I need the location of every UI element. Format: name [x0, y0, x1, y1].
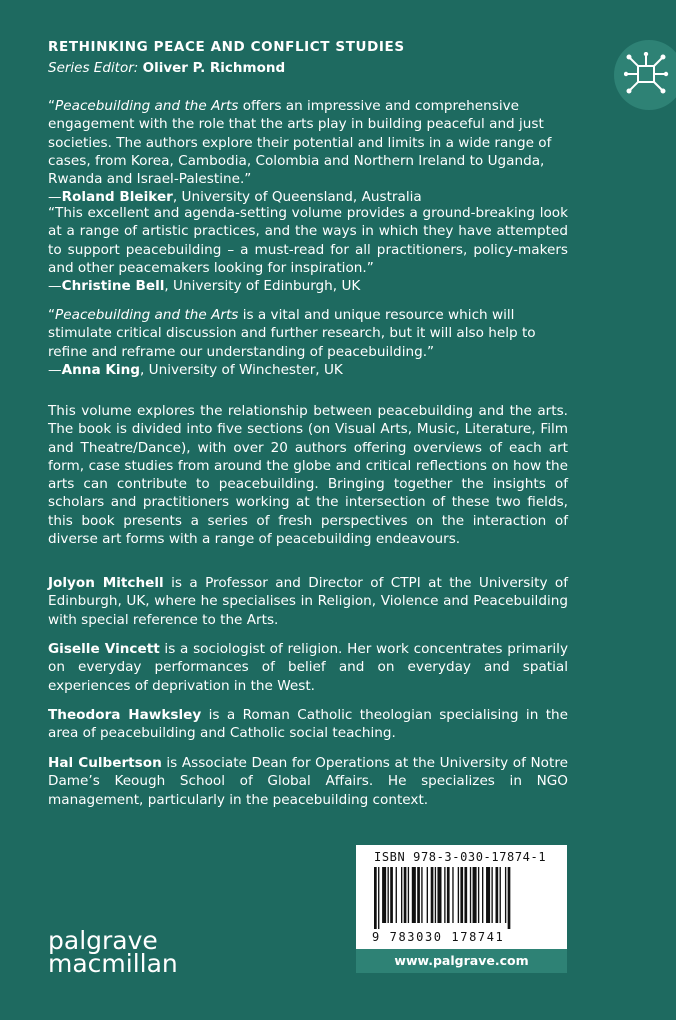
publisher-logo-line1: palgrave — [48, 926, 158, 955]
barcode-bar — [447, 867, 450, 923]
series-editor — [48, 60, 285, 76]
barcode-bar — [388, 867, 389, 923]
endorsement — [48, 204, 568, 295]
barcode-bar — [404, 867, 407, 923]
barcode-bar — [496, 867, 499, 923]
endorser-affiliation: , University of Winchester, UK — [139, 361, 343, 378]
author-bio-text: is a Professor and Director of CTPI at the University of Edinburgh, UK, where he specialises in Religion, Violence and Peacebuilding with special reference to the Arts. — [48, 575, 568, 628]
barcode-bar — [482, 867, 483, 923]
book-title-italic: Peacebuilding and the Arts — [55, 307, 239, 323]
barcode-bar — [408, 867, 409, 923]
barcode-bar — [412, 867, 416, 923]
barcode-bar — [473, 867, 477, 923]
barcode-bar — [508, 867, 511, 929]
endorser-name: Christine Bell — [61, 278, 165, 295]
barcode-bar — [431, 867, 434, 923]
barcode-bar — [421, 867, 422, 923]
barcode-bar — [427, 867, 428, 923]
barcode-bar — [470, 867, 471, 923]
barcode-panel — [356, 845, 567, 949]
quote-text: This excellent and agenda-setting volume provides a ground-breaking look at a range of artistic practices, and the ways in which they have attempted to support peacebuilding – a must-read for all practitioners, policy-makers and other peacemakers looking for inspiration.” — [48, 205, 568, 276]
author-bio-text: is a Roman Catholic theologian specialising in the area of peacebuilding and Catholic social teaching. — [48, 707, 568, 742]
endorser-affiliation: , University of Queensland, Australia — [172, 189, 422, 206]
author-name: Jolyon Mitchell — [48, 575, 164, 591]
endorsement-quote: “Peacebuilding and the Arts offers an impressive and comprehensive engagement with the role that the arts play in building peaceful and just societies. The authors explore their potential and limits in a wide range of cases, from Korea, Cambodia, Colombia and Northern Ireland to Uganda, Rwanda and Israel-Palestine.” — [48, 98, 552, 188]
endorser-name: Roland Bleiker — [61, 189, 173, 206]
author-bio-text: is Associate Dean for Operations at the University of Notre Dame’s Keough School of Global Affairs. He specializes in NGO management, particularly in the peacebuilding context. — [48, 755, 568, 808]
author-name: Theodora Hawksley — [48, 707, 202, 723]
isbn-label: ISBN 978-3-030-17874-1 — [374, 850, 547, 864]
barcode-bar — [505, 867, 506, 923]
barcode-bar — [437, 867, 441, 923]
publisher-url: www.palgrave.com — [356, 949, 567, 973]
endorsement-credit: —Anna King, University of Winchester, UK — [48, 361, 343, 378]
quote-text: is a vital and unique resource which will stimulate critical discussion and further research, but it will also help to refine and reframe our understanding of peacebuilding.” — [48, 307, 536, 360]
barcode-bar — [464, 867, 467, 923]
barcode-bar — [382, 867, 386, 923]
barcode-bar — [452, 867, 453, 923]
barcode-bar — [435, 867, 436, 923]
barcode-bar — [500, 867, 501, 923]
barcode-bar — [491, 867, 492, 923]
endorsement — [48, 306, 568, 379]
endorser-name: Anna King — [61, 361, 140, 378]
endorsement — [48, 97, 568, 207]
author-bio — [48, 706, 568, 743]
author-name: Hal Culbertson — [48, 755, 162, 771]
barcode-bar — [417, 867, 420, 923]
series-editor-label: Series Editor: — [48, 60, 139, 76]
book-description: This volume explores the relationship between peacebuilding and the arts. The book is divided into five sections (on Visual Arts, Music, Literature, Film and Theatre/Dance), with over 20 authors offering overviews of each art form, case studies from around the globe and critical reflections on how the arts can contribute to peacebuilding. Bringing together the insights of scholars and practitioners working at the intersection of these two fields, this book presents a series of fresh perspectives on the interaction of diverse art forms with a range of peacebuilding endeavours. — [48, 403, 568, 548]
barcode-bar — [378, 867, 379, 929]
barcode-bar — [458, 867, 459, 923]
quote-text: offers an impressive and comprehensive engagement with the role that the arts play in building peaceful and just societies. The authors explore their potential and limits in a wide range of cases, from Korea, Cambodia, Colombia and Northern Ireland to Uganda, Rwanda and Israel-Palestine.” — [48, 98, 552, 188]
barcode-bar — [478, 867, 479, 923]
endorsement-quote: “This excellent and agenda-setting volume provides a ground-breaking look at a range of artistic practices, and the ways in which they have attempted to support peacebuilding – a must-read for all practitioners, policy-makers and other peacemakers looking for inspiration.” — [48, 205, 568, 276]
author-name: Giselle Vincett — [48, 641, 160, 657]
series-title: RETHINKING PEACE AND CONFLICT STUDIES — [48, 39, 405, 55]
series-editor-name: Oliver P. Richmond — [142, 60, 286, 76]
publisher-logo — [48, 926, 178, 978]
barcode-block — [356, 845, 567, 973]
barcode-bar — [444, 867, 445, 923]
endorsement-credit: —Roland Bleiker, University of Queensland, Australia — [48, 189, 422, 206]
barcode-bar — [401, 867, 402, 923]
author-bio — [48, 754, 568, 809]
barcode-bar — [390, 867, 393, 923]
barcode-bar — [460, 867, 463, 923]
springer-network-icon — [614, 40, 676, 110]
endorser-affiliation: , University of Edinburgh, UK — [164, 278, 361, 295]
barcode-digits: 9 783030 178741 — [372, 930, 505, 944]
author-bio — [48, 574, 568, 629]
barcode-bar — [374, 867, 377, 929]
publisher-logo-line2: macmillan — [48, 949, 178, 978]
endorsement-credit: —Christine Bell, University of Edinburgh, UK — [48, 278, 361, 295]
author-bio — [48, 640, 568, 695]
book-title-italic: Peacebuilding and the Arts — [55, 98, 239, 114]
endorsement-quote: “Peacebuilding and the Arts is a vital and unique resource which will stimulate critical discussion and further research, but it will also help to refine and reframe our understanding of peacebuilding.” — [48, 307, 536, 360]
barcode-bar — [486, 867, 490, 923]
author-bio-text: is a sociologist of religion. Her work concentrates primarily on everyday performances of belief and on everyday and spatial experiences of deprivation in the West. — [48, 641, 568, 694]
barcode-bar — [396, 867, 397, 923]
barcode-icon — [374, 867, 550, 929]
